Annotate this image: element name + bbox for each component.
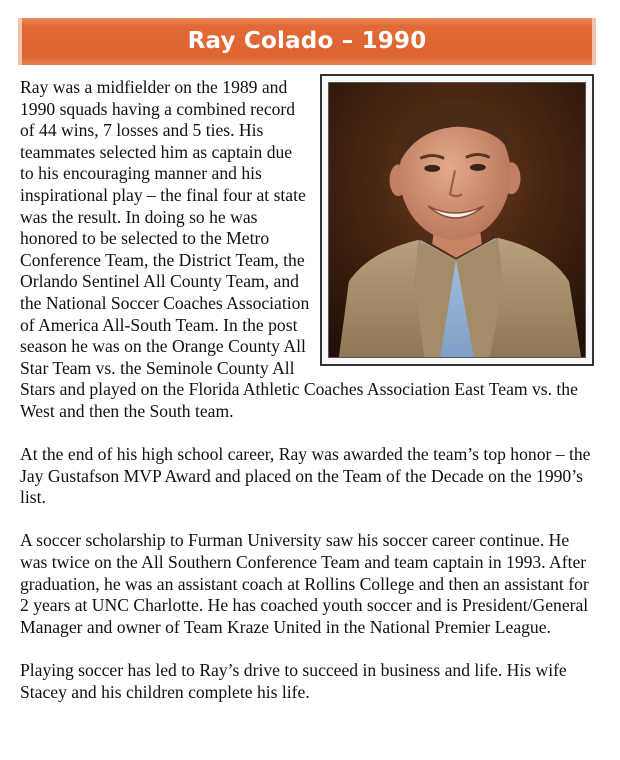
paragraph-career-summary: Ray was a midfielder on the 1989 and 1990 squads having a combined record of 44 wins, 7 losses and 5 ties. His teammates selected him as captain due to his encouraging manner and his inspirational play – the final four at state was the result. In doing so he was honored to be selected to the Metro Conference Team, the District Team, the Orlando Sentinel All County Team, and the National Soccer Coaches Association of America All-South Team. In the post season he was on the Orange County All Star Team vs. the Seminole County All Stars and played on the Florida Athletic Coaches Association East Team vs. the West and then the South team. — [20, 77, 578, 421]
paragraph-mvp-award: At the end of his high school career, Ray was awarded the team’s top honor – the Jay Gustafson MVP Award and placed on the Team of the Decade on the 1990’s list. — [20, 444, 591, 508]
header-bar — [18, 18, 596, 65]
article-body — [20, 77, 600, 725]
paragraph-college-career: A soccer scholarship to Furman University saw his soccer career continue. He was twice on the All Southern Conference Team and team captain in 1993. After graduation, he was an assistant coach at Rollins College and then an assistant for 2 years at UNC Charlotte. He has coached youth soccer and is President/General Manager and owner of Team Kraze United in the National Premier League. — [20, 530, 589, 637]
page-title: Ray Colado – 1990 — [187, 28, 427, 54]
photo-wrap-spacer — [310, 77, 600, 371]
paragraph-personal-life: Playing soccer has led to Ray’s drive to succeed in business and life. His wife Stacey and his children complete his life. — [20, 660, 567, 702]
